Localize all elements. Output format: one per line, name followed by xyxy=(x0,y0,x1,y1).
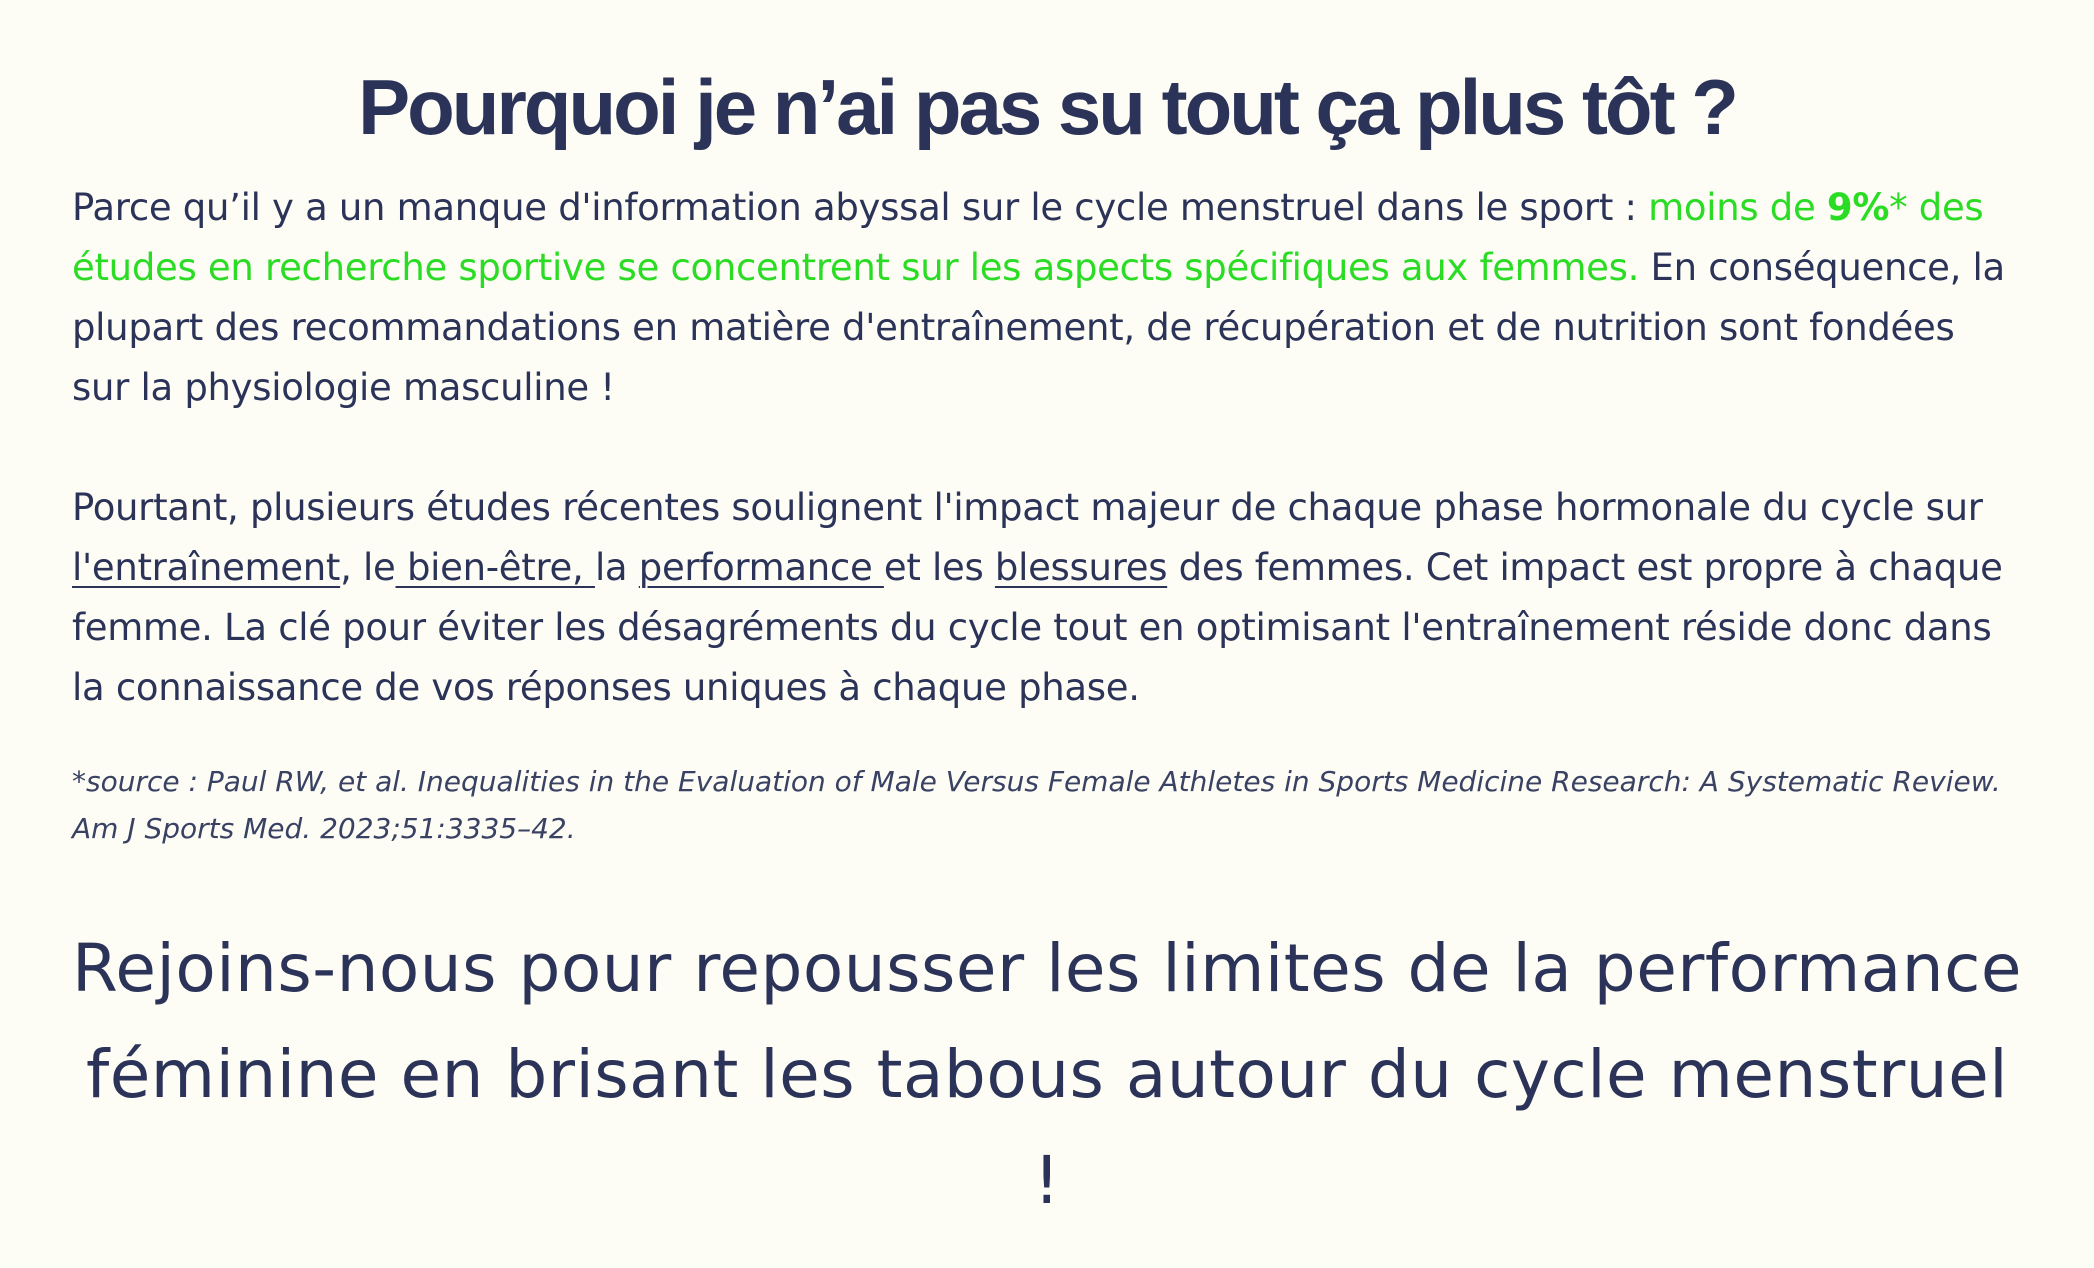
article-section xyxy=(72,0,2022,1234)
impact-text-5: des femmes. Cet impact est propre à chaque femme. La clé pour éviter les désagréments du cycle tout en optimisant l'entraînement réside donc dans la connaissance de vos réponses uniques à chaque phase. xyxy=(72,546,2003,709)
call-to-action-heading: Rejoins-nous pour repousser les limites de la performance féminine en brisant les tabous autour du cycle menstruel ! xyxy=(72,930,2022,1219)
link-injuries[interactable]: blessures xyxy=(994,546,1168,589)
impact-text-4: et les xyxy=(883,546,995,589)
impact-paragraph xyxy=(72,478,2022,718)
section-heading: Pourquoi je n’ai pas su tout ça plus tôt ? xyxy=(358,63,1736,151)
intro-text: Parce qu’il y a un manque d'information abyssal sur le cycle menstruel dans le sport : xyxy=(72,186,1649,229)
link-performance[interactable]: performance xyxy=(638,546,884,589)
intro-outro-text: En conséquence, la plupart des recommandations en matière d'entraînement, de récupération et de nutrition sont fondées sur la physiologie masculine ! xyxy=(72,246,2005,409)
link-wellbeing[interactable]: bien-être, xyxy=(395,546,595,589)
stat-highlight-percent: 9% xyxy=(1826,186,1890,229)
stat-highlight-text: * des études en recherche sportive se concentrent sur les aspects spécifiques aux femmes. xyxy=(72,186,1984,289)
stat-highlight-prefix: moins de xyxy=(1648,186,1827,229)
intro-paragraph xyxy=(72,178,2022,418)
impact-text-2: , le xyxy=(340,546,396,589)
source-citation: *source : Paul RW, et al. Inequalities in the Evaluation of Male Versus Female Athletes in Sports Medicine Research: A Systematic Review. Am J Sports Med. 2023;51:3335–42. xyxy=(72,765,2001,845)
impact-text-1: Pourtant, plusieurs études récentes soulignent l'impact majeur de chaque phase hormonale du cycle sur xyxy=(72,486,1983,529)
link-training[interactable]: l'entraînement xyxy=(72,546,341,589)
impact-text-3: la xyxy=(594,546,639,589)
